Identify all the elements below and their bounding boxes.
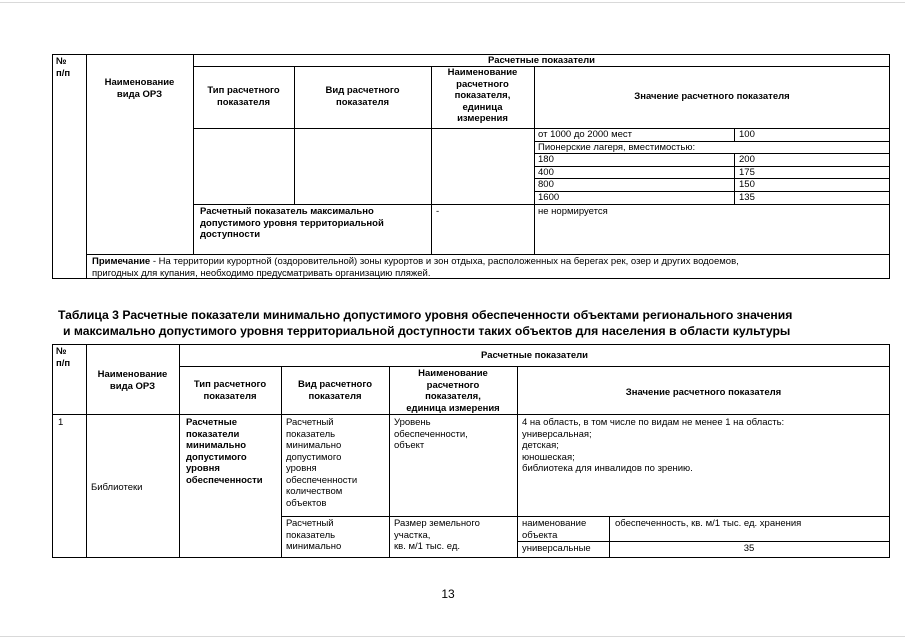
table-row-value: 150	[739, 179, 755, 190]
orz-name: Библиотеки	[91, 482, 143, 493]
table-row-value: 100	[739, 129, 755, 140]
indicator-type: Расчетные показатели минимально допустимого уровня обеспеченности	[186, 417, 263, 486]
indicator-unit: Размер земельного участка, кв. м/1 тыс. ед.	[394, 518, 480, 552]
group-header: Расчетные показатели	[480, 350, 589, 361]
name-header: Наименование вида ОРЗ	[97, 369, 168, 392]
type-header: Тип расчетного показателя	[207, 85, 280, 108]
num-header: № п/п	[56, 346, 71, 369]
table-row-value: 200	[739, 154, 755, 165]
type-header: Тип расчетного показателя	[193, 379, 267, 402]
table-caption-line-2: и максимально допустимого уровня территориальной доступности таких объектов для населения в области культуры	[63, 324, 791, 338]
subtable-header-provision: обеспеченность, кв. м/1 тыс. ед. хранения	[615, 518, 802, 529]
subtable-header-object: наименование объекта	[522, 518, 587, 541]
table-row-label: 800	[538, 179, 554, 190]
row-number: 1	[58, 417, 64, 428]
table-row-label: 1600	[538, 192, 560, 203]
indicator-kind: Расчетный показатель минимально	[286, 518, 342, 552]
table-row-label: 180	[538, 154, 554, 165]
table-row-label: от 1000 до 2000 мест	[538, 129, 632, 140]
unit-header: Наименование расчетного показателя, единица измерения	[447, 67, 518, 124]
name-header: Наименование вида ОРЗ	[104, 77, 175, 100]
indicator-kind: Расчетный показатель минимально допустимого уровня обеспеченности количеством объектов	[286, 417, 358, 509]
max-indicator-unit: -	[436, 206, 440, 217]
kind-header: Вид расчетного показателя	[298, 379, 372, 402]
table-caption-line-1: Таблица 3 Расчетные показатели минимально допустимого уровня обеспеченности объектами регионального значения	[58, 308, 793, 322]
subtable-row-value: 35	[743, 543, 755, 554]
page-number: 13	[441, 587, 455, 601]
indicator-unit: Уровень обеспеченности, объект	[394, 417, 468, 451]
value-header: Значение расчетного показателя	[634, 91, 790, 102]
unit-header: Наименование расчетного показателя, единица измерения	[406, 368, 500, 414]
subtable-row-object: универсальные	[522, 543, 591, 554]
table-row-label: Пионерские лагеря, вместимостью:	[538, 142, 696, 153]
max-indicator-value: не нормируется	[538, 206, 608, 217]
group-header: Расчетные показатели	[487, 55, 596, 66]
table-row-value: 175	[739, 167, 755, 178]
value-header: Значение расчетного показателя	[625, 387, 782, 398]
num-header: № п/п	[56, 56, 71, 79]
max-indicator-type: Расчетный показатель максимально допустимого уровня территориальной доступности	[200, 206, 384, 240]
kind-header: Вид расчетного показателя	[325, 85, 400, 108]
table-row-label: 400	[538, 167, 554, 178]
note-prefix: Примечание	[92, 256, 151, 267]
table-row-value: 135	[739, 192, 755, 203]
table-note: Примечание - На территории курортной (оздоровительной) зоны курортов и зон отдыха, расположенных на берегах рек, озер и других водоемов, пригодных для купания, необходимо предусматривать организацию пляжей.	[92, 256, 739, 279]
indicator-value: 4 на область, в том числе по видам не менее 1 на область: универсальная; детская; юношеская; библиотека для инвалидов по зрению.	[522, 417, 785, 474]
